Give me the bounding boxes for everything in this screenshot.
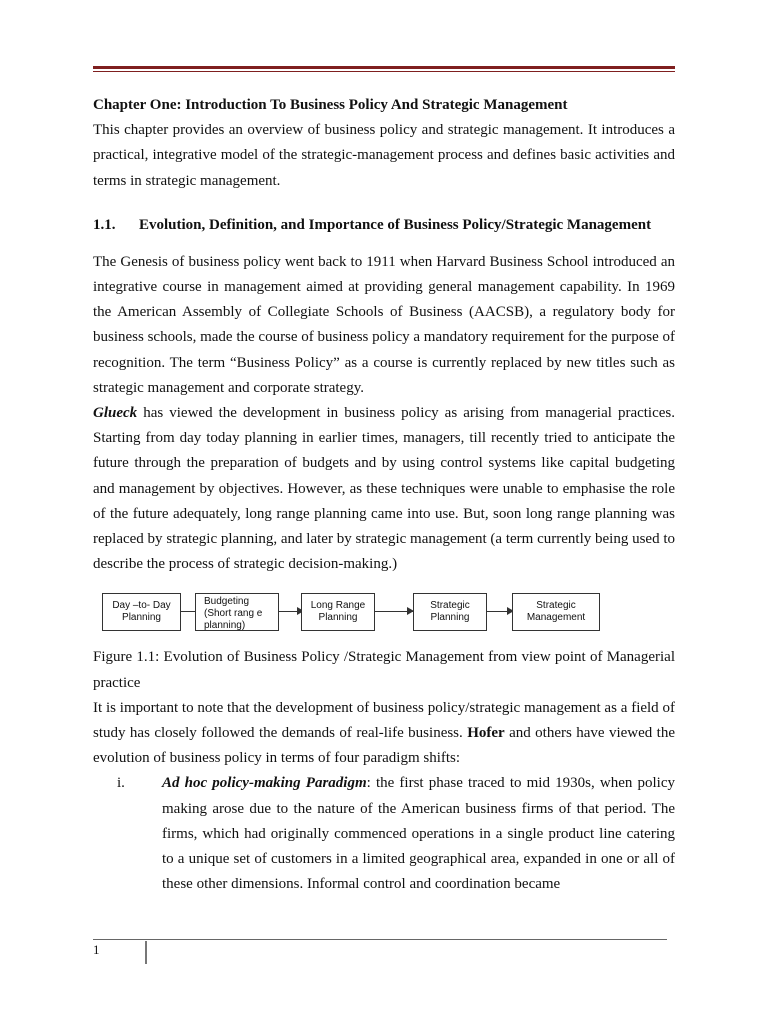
flow-arrow <box>279 611 303 612</box>
glueck-paragraph <box>93 401 675 577</box>
flow-arrow <box>375 611 413 612</box>
flow-arrow <box>487 611 513 612</box>
footer-rule <box>93 939 667 940</box>
list-marker: i. <box>117 775 125 792</box>
flow-step-day-to-day: Day –to- Day Planning <box>102 593 181 631</box>
list-term: Ad hoc policy-making Paradigm <box>162 775 367 792</box>
flow-step-strategic-planning: Strategic Planning <box>413 593 487 631</box>
document-body <box>93 93 675 897</box>
flow-step-budgeting: Budgeting (Short rang e planning) <box>195 593 279 631</box>
section-number: 1.1. <box>93 216 116 233</box>
intro-paragraph: This chapter provides an overview of business policy and strategic management. It introduces a practical, integrative model of the strategic-management process and defines basic activities and terms in strategic management. <box>93 122 675 189</box>
footer-bar <box>145 941 147 964</box>
page-number: 1 <box>93 942 100 957</box>
flow-step-strategic-management: Strategic Management <box>512 593 600 631</box>
evolution-flow-diagram <box>93 583 675 643</box>
glueck-name: Glueck <box>93 405 138 422</box>
flow-step-long-range: Long Range Planning <box>301 593 375 631</box>
hofer-paragraph: It is important to note that the development of business policy/strategic management as a field of study has closely followed the demands of real-life business. Hofer and others have viewed the evolution of business policy in terms of four paradigm shifts: <box>93 699 675 767</box>
section-heading <box>93 213 675 238</box>
list-item <box>93 771 675 897</box>
hofer-name: Hofer <box>467 725 505 742</box>
section-title: Evolution, Definition, and Importance of Business Policy/Strategic Management <box>139 216 652 233</box>
glueck-text: has viewed the development in business policy as arising from managerial practices. Starting from day today planning in earlier times, managers, till recently tried to anticipate the future through the preparation of budgets and by using control systems like capital budgeting and management by objectives. However, as these techniques were unable to emphasise the role of the future adequately, long range planning came into use. But, soon long range planning was replaced by strategic planning, and later by strategic management (a term currently being used to describe the process of strategic decision-making.) <box>93 405 675 573</box>
figure-caption: Figure 1.1: Evolution of Business Policy /Strategic Management from view point of Managerial practice <box>93 649 675 691</box>
header-rule <box>93 66 675 72</box>
chapter-title: Chapter One: Introduction To Business Policy And Strategic Management <box>93 97 568 113</box>
list-text: : the first phase traced to mid 1930s, when policy making arose due to the nature of the American business firms of that period. The firms, which had originally commenced operations in a single product line catering to a unique set of customers in a limited geographical area, expanded in one or all of these other dimensions. Informal control and coordination became <box>162 775 675 893</box>
genesis-paragraph: The Genesis of business policy went back to 1911 when Harvard Business School introduced an integrative course in management aimed at providing general management capability. In 1969 the American Assembly of Collegiate Schools of Business (AACSB), a regulatory body for business schools, made the course of business policy a mandatory requirement for the purpose of recognition. The term “Business Policy” as a course is currently replaced by new titles such as strategic management and corporate strategy. <box>93 253 675 396</box>
